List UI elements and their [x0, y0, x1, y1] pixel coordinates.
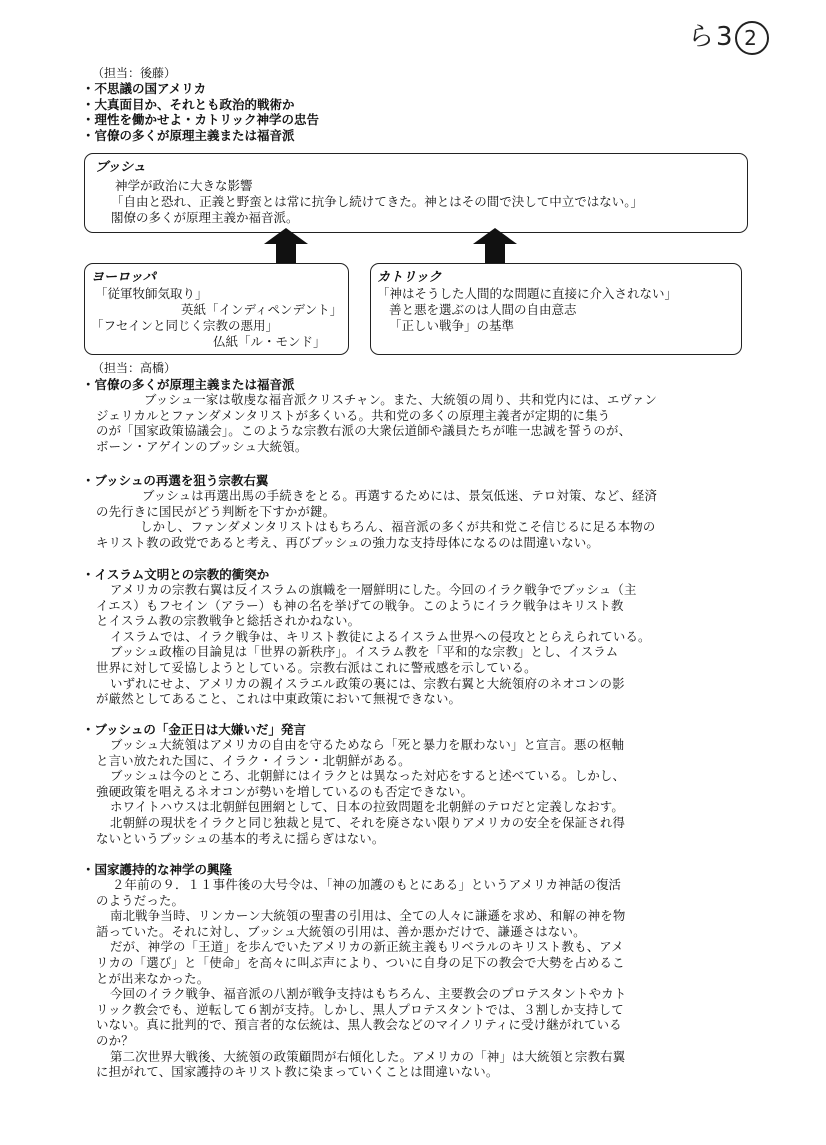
section-line: アメリカの宗教右翼は反イスラムの旗幟を一層鮮明にした。今回のイラク戦争でブッシュ（主 — [110, 582, 637, 597]
section-line: 語っていた。それに対し、ブッシュ大統領の引用は、善か悪かだけで、謙遜さはない。 — [96, 923, 586, 939]
section-reelection — [82, 473, 657, 550]
part1-bullet: ・理性を働かせよ・カトリック神学の忠告 — [82, 112, 320, 127]
section-line: 第二次世界大戦後、大統領の政策顧問が右傾化した。アメリカの「神」は大統領と宗教右翼 — [110, 1048, 626, 1064]
section-line: のか？ — [96, 1032, 134, 1048]
bush-box-line: 神学が政治に大きな影響 — [115, 178, 253, 193]
bush-box — [84, 153, 748, 233]
section-line: と言い放たれた国に、イラク・イラン・北朝鮮がある。 — [96, 752, 411, 768]
section-line: ジェリカルとファンダメンタリストが多くいる。共和党の多くの原理主義者が定期的に集う — [96, 407, 611, 423]
section-line: に担がれて、国家護持のキリスト教に染まっていくことは間違いない。 — [96, 1064, 499, 1080]
section-national-theology — [82, 862, 626, 1080]
europe-box-title: ヨーロッパ — [91, 270, 156, 285]
catholic-box-line: 「正しい戦争」の基準 — [389, 318, 515, 333]
section-line: ２年前の９．１１事件後の大号令は、「神の加護のもとにある」というアメリカ神話の復活 — [112, 877, 622, 892]
section-line: いずれにせよ、アメリカの親イスラエル政策の裏には、宗教右翼と大統領府のネオコンの影 — [110, 675, 625, 691]
catholic-box-title: カトリック — [377, 270, 442, 285]
section-line: だが、神学の「王道」を歩んでいたアメリカの新正統主義もリベラルのキリスト教も、アメ — [110, 939, 624, 955]
part1-bullet-list — [82, 81, 319, 143]
section-line: のが「国家政策協議会」。このような宗教右派の大衆伝道師や議員たちが唯一忠誠を誓うのが、 — [96, 423, 632, 439]
section-line: リカの「選び」と「使命」を高々に叫ぶ声により、ついに自身の足下の教会で大勢を占めるこ — [96, 954, 625, 970]
section-line: のようだった。 — [96, 892, 185, 908]
section-line: 世界に対して妥協しようとしている。宗教右派はこれに警戒感を示している。 — [96, 659, 537, 675]
section-line: ホワイトハウスは北朝鮮包囲網として、日本の拉致問題を北朝鮮のテロだと定義しなおす。 — [110, 799, 624, 815]
section-line: とイスラム教の宗教戦争と総括されかねない。 — [96, 613, 361, 629]
section-line: ブッシュ一家は敬虔な福音派クリスチャン。また、大統領の周り、共和党内には、エヴァン — [144, 392, 658, 407]
circled-page-number: 2 — [735, 21, 769, 55]
europe-box-line: 仏紙「ル・モンド」 — [213, 334, 326, 349]
section-line: ボーン・アゲインのブッシュ大統領。 — [96, 438, 308, 454]
section-line: 南北戦争当時、リンカーン大統領の聖書の引用は、全ての人々に謙遜を求め、和解の神を物 — [110, 908, 626, 924]
section-heading: ・国家護持的な神学の興隆 — [82, 862, 233, 877]
part1-bullet: ・官僚の多くが原理主義または福音派 — [82, 127, 295, 143]
page-number-mark — [688, 16, 769, 55]
section-line: ブッシュ大統領はアメリカの自由を守るためなら「死と暴力を厭わない」と宣言。悪の枢軸 — [110, 737, 625, 752]
europe-box — [84, 263, 349, 355]
section-line: いない。真に批判的で、預言者的な伝統は、黒人教会などのマイノリティに受け継がれている — [96, 1017, 622, 1033]
part1-charge: （担当：後藤） — [92, 66, 177, 80]
section-line: 今回のイラク戦争、福音派の八割が戦争支持はもちろん、主要教会のプロテスタントやカト — [110, 986, 627, 1002]
section-line: ブッシュは再選出馬の手続きをとる。再選するためには、景気低迷、テロ対策、など、経済 — [142, 488, 658, 503]
section-line: ブッシュは今のところ、北朝鮮にはイラクとは異なった対応をすると述べている。しかし、 — [110, 768, 626, 784]
section-heading: ・ブッシュの「金正日は大嫌いだ」発言 — [82, 722, 306, 737]
section-line: リック教会でも、逆転して６割が支持。しかし、黒人プロテスタントでは、３割しか支持して — [96, 1001, 624, 1017]
section-line: キリスト教の政党であると考え、再びブッシュの強力な支持母体になるのは間違いない。 — [96, 534, 600, 550]
catholic-box-line: 善と悪を選ぶのは人間の自由意志 — [389, 302, 577, 317]
part1-bullet: ・大真面目か、それとも政治的戦術か — [82, 96, 295, 112]
bush-box-line: 「自由と恐れ、正義と野蛮とは常に抗争し続けてきた。神とはその間で決して中立ではない。」 — [111, 194, 644, 209]
section-line: しかし、ファンダメンタリストはもちろん、福音派の多くが共和党こそ信じるに足る本物の — [140, 519, 656, 535]
bush-box-title: ブッシュ — [95, 160, 146, 175]
catholic-box-line: 「神はそうした人間的な問題に直接に介入されない」 — [377, 286, 678, 301]
section-line: 強硬政策を唱えるネオコンが勢いを増しているのも否定できない。 — [96, 783, 474, 799]
section-line: ブッシュ政権の目論見は「世界の新秩序」。イスラム教を「平和的な宗教」とし、イスラム — [110, 644, 619, 660]
section-heading: ・官僚の多くが原理主義または福音派 — [82, 377, 295, 392]
handwritten-mark: ら3 — [688, 22, 735, 52]
section-line: が厳然としてあること、これは中東政策において無視できない。 — [96, 691, 462, 707]
section-islam — [82, 567, 651, 707]
section-heading: ・イスラム文明との宗教的衝突か — [82, 567, 270, 582]
section-kim-jong-il — [82, 722, 625, 846]
section-line: とが出来なかった。 — [96, 970, 210, 986]
section-line: の先行きに国民がどう判断を下すかが鍵。 — [96, 503, 336, 519]
bush-box-line: 閣僚の多くが原理主義か福音派。 — [111, 210, 299, 225]
part2-charge: （担当：高橋） — [92, 361, 177, 375]
catholic-box — [370, 263, 742, 355]
section-officials — [82, 377, 657, 454]
europe-box-line: 「従軍牧師気取り」 — [95, 286, 208, 301]
section-line: 北朝鮮の現状をイラクと同じ独裁と見て、それを廃さない限りアメリカの安全を保証され得 — [110, 814, 626, 830]
section-line: ないというブッシュの基本的考えに揺らぎはない。 — [96, 830, 385, 846]
part1-bullet: ・不思議の国アメリカ — [82, 81, 207, 96]
europe-box-line: 英紙「インディペンデント」 — [181, 302, 343, 317]
section-line: イスラムでは、イラク戦争は、キリスト教徒によるイスラム世界への侵攻ととらえられている。 — [110, 628, 651, 644]
europe-box-line: 「フセインと同じく宗教の悪用」 — [91, 318, 279, 333]
section-heading: ・ブッシュの再選を狙う宗教右翼 — [82, 473, 269, 488]
section-line: イエス）もフセイン（アラー）も神の名を挙げての戦争。このようにイラク戦争はキリスト教 — [96, 597, 624, 613]
